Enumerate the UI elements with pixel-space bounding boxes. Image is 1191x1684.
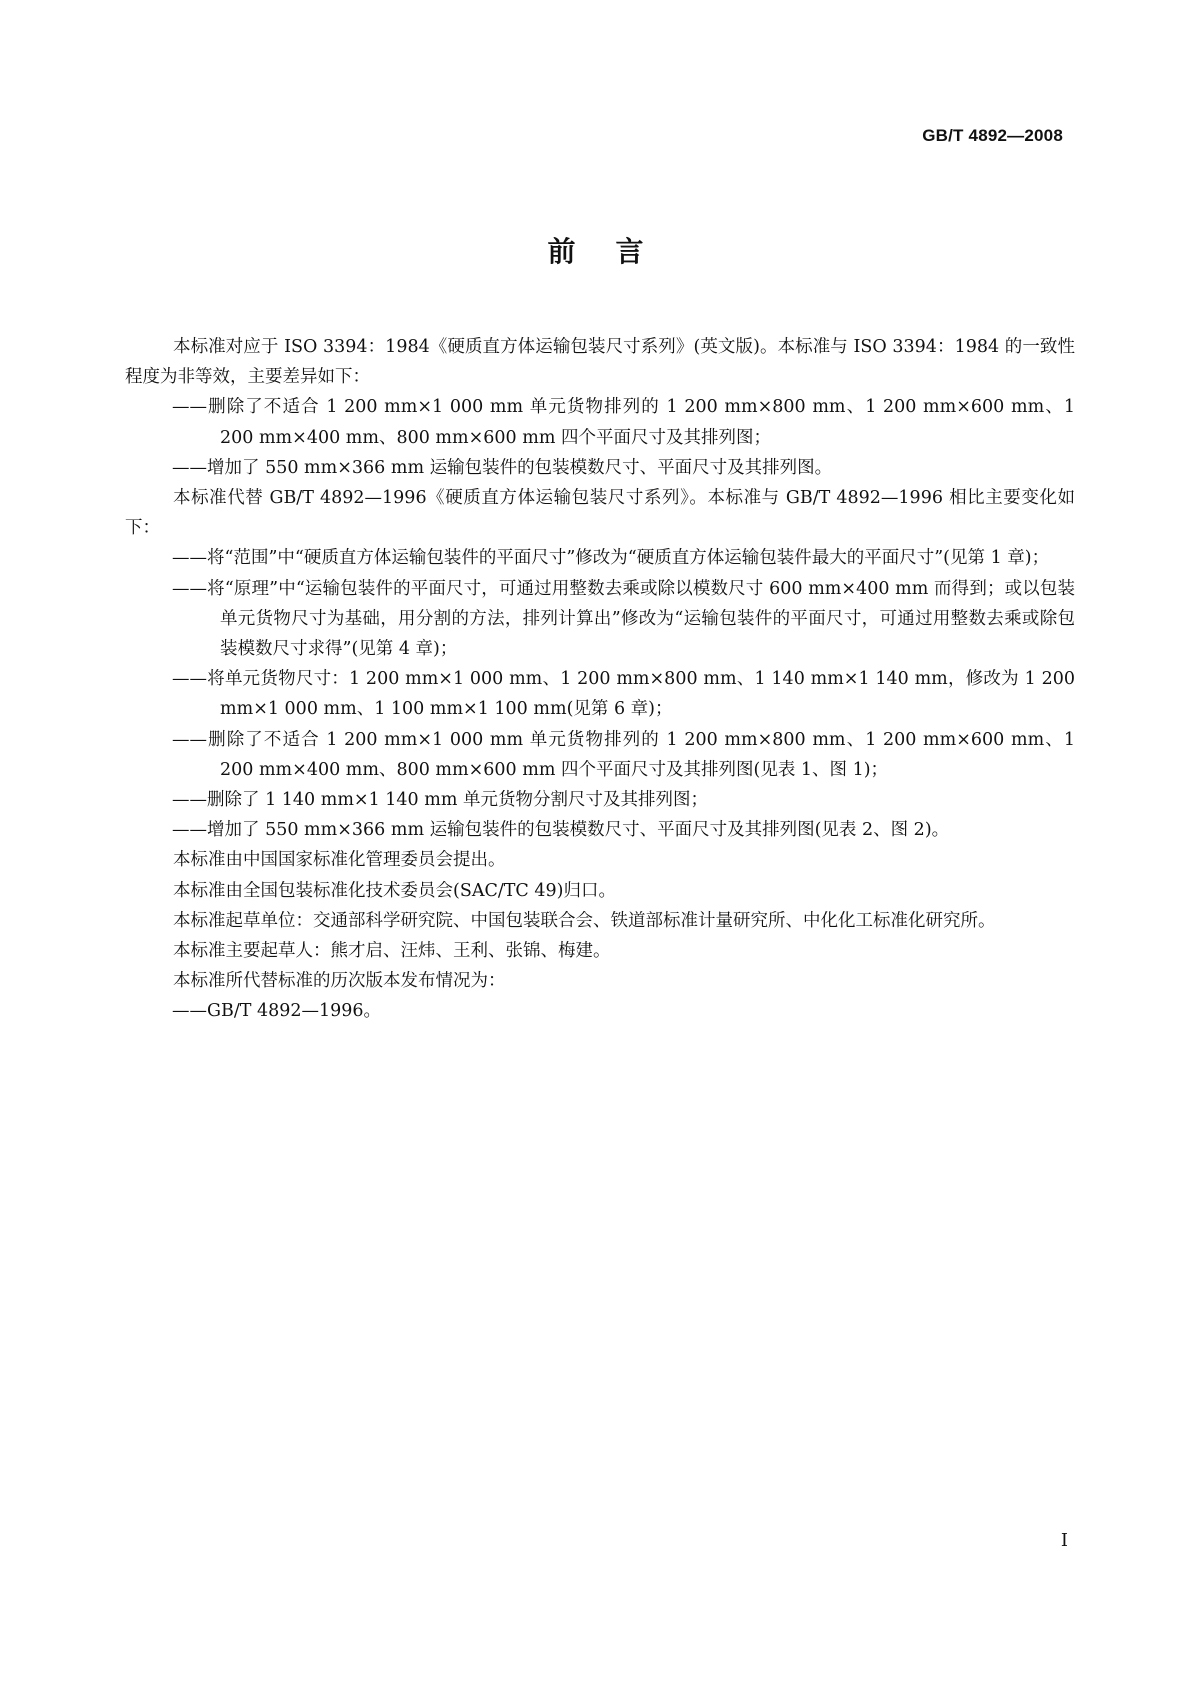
list-item: ——删除了 1 140 mm×1 140 mm 单元货物分割尺寸及其排列图； <box>172 790 708 811</box>
paragraph: 本标准代替 GB/T 4892—1996《硬质直方体运输包装尺寸系列》。本标准与 GB/T 4892—1996 相比主要变化如下： <box>125 488 1075 539</box>
paragraph: 本标准所代替标准的历次版本发布情况为： <box>173 971 506 992</box>
paragraph: 本标准由全国包装标准化技术委员会(SAC/TC 49)归口。 <box>173 880 616 901</box>
paragraph: 本标准对应于 ISO 3394：1984《硬质直方体运输包装尺寸系列》(英文版)。本标准与 ISO 3394：1984 的一致性程度为非等效，主要差异如下： <box>125 337 1075 388</box>
paragraph: 本标准起草单位：交通部科学研究院、中国包装联合会、铁道部标准计量研究所、中化化工标准化研究所。 <box>173 910 996 931</box>
list-item: ——增加了 550 mm×366 mm 运输包装件的包装模数尺寸、平面尺寸及其排列图(见表 2、图 2)。 <box>172 820 950 841</box>
list-item: ——将单元货物尺寸：1 200 mm×1 000 mm、1 200 mm×800 mm、1 140 mm×1 140 mm，修改为 1 200 mm×1 000 mm、1 100 mm×1 100 mm(见第 6 章)； <box>172 669 1075 720</box>
list-item: ——将“范围”中“硬质直方体运输包装件的平面尺寸”修改为“硬质直方体运输包装件最大的平面尺寸”(见第 1 章)； <box>172 548 1050 569</box>
list-item: ——删除了不适合 1 200 mm×1 000 mm 单元货物排列的 1 200 mm×800 mm、1 200 mm×600 mm、1 200 mm×400 mm、800 mm×600 mm 四个平面尺寸及其排列图(见表 1、图 1)； <box>172 729 1075 780</box>
list-item: ——删除了不适合 1 200 mm×1 000 mm 单元货物排列的 1 200 mm×800 mm、1 200 mm×600 mm、1 200 mm×400 mm、800 mm×600 mm 四个平面尺寸及其排列图； <box>172 397 1075 448</box>
paragraph: 本标准主要起草人：熊才启、汪炜、王利、张锦、梅建。 <box>173 941 611 962</box>
page-title: 前言 <box>547 235 684 268</box>
list-item: ——增加了 550 mm×366 mm 运输包装件的包装模数尺寸、平面尺寸及其排列图。 <box>172 457 833 478</box>
list-item: ——GB/T 4892—1996。 <box>172 1001 382 1022</box>
paragraph: 本标准由中国国家标准化管理委员会提出。 <box>173 850 506 871</box>
document-body <box>125 332 1075 1027</box>
page-number: I <box>1060 1530 1068 1551</box>
list-item: ——将“原理”中“运输包装件的平面尺寸，可通过用整数去乘或除以模数尺寸 600 mm×400 mm 而得到；或以包装单元货物尺寸为基础，用分割的方法，排列计算出”修改为“运输包装件的平面尺寸，可通过用整数去乘或除包装模数尺寸求得”(见第 4 章)； <box>172 578 1075 660</box>
document-number: GB/T 4892—2008 <box>922 126 1063 145</box>
